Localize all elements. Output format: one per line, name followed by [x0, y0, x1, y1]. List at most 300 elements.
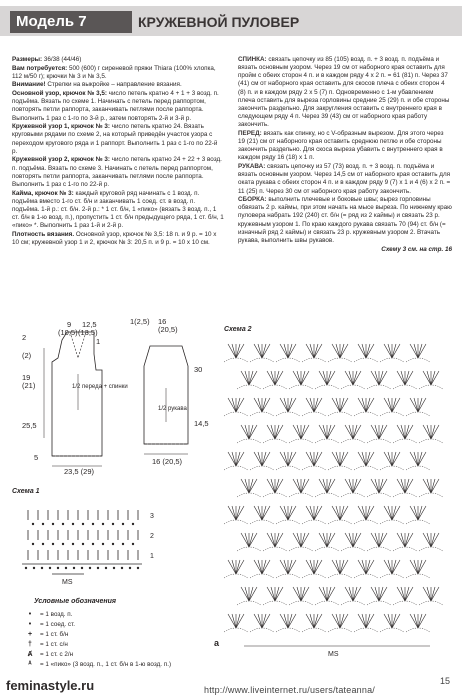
stitch-mark [310, 398, 314, 412]
stitch-mark [310, 344, 314, 358]
chain-arc [276, 628, 300, 632]
stitch-mark [284, 506, 288, 520]
stitch-mark [262, 506, 266, 520]
stitch-mark [418, 452, 422, 466]
stitch-mark [314, 452, 318, 466]
chain-arc [315, 547, 339, 551]
scheme2-corner-label: a [214, 638, 220, 648]
stitch-mark [262, 452, 270, 466]
stitch-mark [293, 587, 301, 601]
chain-arc [315, 601, 339, 605]
stitch-mark [280, 452, 288, 466]
stitch-mark [410, 452, 418, 466]
stitch-mark [241, 425, 249, 439]
stitch-mark [345, 479, 353, 493]
stitch-mark [262, 452, 266, 466]
dim-shoulder-slope: 2 [22, 333, 27, 342]
stitch-mark [249, 587, 253, 601]
chain-arc [354, 358, 378, 362]
stitch-mark [392, 614, 396, 628]
chain-arc [406, 628, 430, 632]
stitch-mark [379, 371, 383, 385]
stitch-mark [327, 587, 331, 601]
stitch-mark [362, 506, 366, 520]
stitch-mark [340, 614, 348, 628]
chain-arc [328, 520, 352, 524]
stitch-mark [249, 371, 253, 385]
stitch-mark [336, 344, 340, 358]
stitch-mark [288, 398, 296, 412]
stitch-mark [258, 344, 262, 358]
assembly-paragraph: СБОРКА: выполнить плечевые и боковые швы; вырез горловины обвязать 2 р. каймы, при этом начать на мысе выреза. По нижнему краю пуловера набрать 192 (240) ст. б/н (= ряд из 2 каймы) и связать 23 р. кружевным узором 1. По краю каждого рукава связать 70 (94) ст. б/н (= изначный ряд 2 каймы) и связать 23 р. кружевным узором 2. Втачать рукава, выполнить швы рукавов. [238, 196, 452, 244]
stitch-mark [236, 614, 240, 628]
stitch-mark [418, 398, 422, 412]
chain-arc [328, 466, 352, 470]
chain-arc [406, 466, 430, 470]
stitch-mark [418, 506, 422, 520]
stitch-mark [392, 614, 400, 628]
stitch-mark [236, 614, 244, 628]
dim-bottom-width: 23,5 (29) [64, 467, 95, 476]
stitch-mark [379, 533, 383, 547]
stitch-mark [275, 425, 283, 439]
stitch-mark [245, 587, 249, 601]
stitch-mark [236, 344, 240, 358]
stitch-mark [301, 371, 305, 385]
legend-item: † = 1 ст. с/н [14, 640, 224, 650]
stitch-mark [262, 398, 266, 412]
legend-item: ᴬ = 1 «пико» (3 возд. п., 1 ст. б/н в 1-ю возд. п.) [14, 660, 224, 670]
chain-arc [419, 493, 443, 497]
stitch-mark [245, 533, 249, 547]
stitch-mark [301, 587, 305, 601]
chain-arc [250, 574, 274, 578]
stitch-mark [301, 533, 309, 547]
stitch-mark [306, 614, 314, 628]
chain-arc [354, 574, 378, 578]
chain-arc [276, 574, 300, 578]
stitch-mark [327, 479, 335, 493]
chain-arc [250, 628, 274, 632]
stitch-mark [379, 587, 383, 601]
stitch-mark [362, 560, 366, 574]
chain-arc [276, 466, 300, 470]
stitch-mark [362, 398, 366, 412]
stitch-mark [280, 506, 288, 520]
stitch-mark [405, 533, 413, 547]
chain-arc [315, 493, 339, 497]
stitch-mark [349, 479, 353, 493]
stitch-mark [431, 479, 439, 493]
stitch-mark [427, 479, 431, 493]
stitch-mark [288, 452, 296, 466]
stitch-mark [362, 452, 366, 466]
stitch-mark [301, 479, 305, 493]
chain-arc [354, 628, 378, 632]
scheme2-lace-pattern [224, 344, 443, 632]
stitch-mark [275, 587, 279, 601]
stitch-mark [353, 371, 361, 385]
stitch-mark [384, 398, 392, 412]
stitch-mark [314, 506, 322, 520]
stitch-mark [275, 371, 279, 385]
chain-arc [224, 628, 248, 632]
chain-arc [289, 547, 313, 551]
stitch-mark [345, 533, 353, 547]
sleeves-paragraph: РУКАВА: связать цепочку из 57 (73) возд. п. + 3 возд. п. подъёма и вязать основным узором. Через 14,5 см от наборного края оставить для оката рукава с обеих сторон 4 п. и в каждом ряду 9 (7) х 1 и 4 (6) х 2 п. = 11 (25) п. Через 30 см от наборного края работу закончить. [238, 163, 451, 195]
stitch-mark [327, 371, 335, 385]
stitch-mark [314, 506, 318, 520]
stitch-mark [323, 479, 327, 493]
front-paragraph: ПЕРЕД: вязать как спинку, но с V-образным вырезом. Для этого через 19 (21) см от наборного края оставить среднюю петлю и обе стороны закончить раздельно. Для скоса выреза убавить с внутреннего края в каждом ряду 16 (18) х 1 п. [238, 129, 444, 162]
stitch-mark [332, 614, 340, 628]
stitch-mark [405, 587, 409, 601]
stitch-mark [353, 425, 357, 439]
stitch-mark [241, 533, 249, 547]
stitch-mark [228, 398, 236, 412]
stitch-mark [262, 506, 270, 520]
stitch-mark [297, 371, 301, 385]
stitch-mark [375, 479, 379, 493]
stitch-mark [349, 533, 353, 547]
stitch-mark [375, 533, 379, 547]
stitch-mark [301, 371, 309, 385]
stitch-mark [423, 371, 431, 385]
stitch-mark [258, 560, 262, 574]
chain-arc [393, 439, 417, 443]
stitch-mark [431, 425, 435, 439]
stitch-mark [232, 560, 236, 574]
stitch-mark [254, 344, 262, 358]
stitch-mark [262, 560, 266, 574]
stitch-mark [401, 533, 405, 547]
stitch-mark [258, 452, 262, 466]
stitch-mark [366, 560, 374, 574]
stitch-mark [358, 560, 366, 574]
stitch-mark [392, 452, 400, 466]
stitch-mark [249, 425, 257, 439]
chain-arc [224, 574, 248, 578]
chain-arc [250, 466, 274, 470]
chain-arc [263, 493, 287, 497]
stitch-mark [314, 398, 322, 412]
chain-arc [237, 547, 261, 551]
stitch-mark [297, 479, 301, 493]
stitch-mark [306, 506, 314, 520]
stitch-mark [353, 479, 361, 493]
stitch-mark [254, 452, 262, 466]
stitch-mark [405, 371, 413, 385]
stitch-mark [284, 614, 288, 628]
dim-armhole-alt: (21) [22, 381, 36, 390]
stitch-mark [349, 587, 353, 601]
stitch-mark [366, 398, 374, 412]
stitch-mark [327, 533, 335, 547]
stitch-mark [284, 452, 288, 466]
stitch-mark [340, 452, 344, 466]
scheme1-row-2: 2 [150, 533, 154, 540]
chain-arc [419, 601, 443, 605]
stitch-mark [358, 344, 366, 358]
stitch-mark [375, 371, 379, 385]
stitch-mark [375, 587, 379, 601]
dim-hem: 5 [34, 453, 39, 462]
stitch-mark [362, 344, 366, 358]
stitch-mark [340, 398, 344, 412]
stitch-mark [405, 425, 413, 439]
stitch-mark [414, 344, 418, 358]
stitch-mark [392, 560, 396, 574]
stitch-mark [366, 344, 370, 358]
stitch-mark [232, 614, 236, 628]
stitch-mark [336, 614, 340, 628]
stitch-mark [388, 344, 392, 358]
stitch-mark [262, 614, 266, 628]
stitch-mark [241, 371, 249, 385]
stitch-mark [405, 587, 413, 601]
stitch-mark [258, 506, 262, 520]
stitch-mark [397, 587, 405, 601]
stitch-mark [336, 506, 340, 520]
chain-arc [406, 574, 430, 578]
stitch-mark [340, 398, 348, 412]
stitch-mark [306, 344, 314, 358]
stitch-mark [267, 371, 275, 385]
picot-icon: ᴬ [28, 661, 32, 668]
stitch-mark [314, 614, 318, 628]
chain-arc [354, 466, 378, 470]
stitch-mark [236, 506, 240, 520]
stitch-mark [228, 614, 236, 628]
chain-arc [341, 493, 365, 497]
chain-arc [380, 628, 404, 632]
stitch-mark [323, 533, 327, 547]
stitch-mark [384, 506, 392, 520]
stitch-mark [314, 560, 322, 574]
chain-arc [276, 520, 300, 524]
stitch-mark [258, 398, 262, 412]
stitch-mark [228, 452, 236, 466]
stitch-mark [366, 560, 370, 574]
stitch-mark [379, 425, 383, 439]
stitch-mark [319, 533, 327, 547]
scheme2-chart [214, 334, 450, 664]
stitch-mark [293, 533, 301, 547]
stitch-mark [414, 398, 418, 412]
chain-arc [224, 412, 248, 416]
stitch-mark [306, 560, 314, 574]
stitch-mark [228, 506, 236, 520]
stitch-mark [232, 452, 236, 466]
dim-sleeve-top: 1(2,5) [130, 317, 150, 326]
stitch-mark [267, 533, 275, 547]
stitch-mark [414, 452, 418, 466]
stitch-mark [414, 560, 418, 574]
stitch-mark [267, 425, 275, 439]
stitch-mark [280, 344, 288, 358]
site-logo[interactable]: feminastyle.ru [6, 678, 95, 693]
stitch-mark [384, 452, 392, 466]
stitch-mark [288, 344, 296, 358]
chain-arc [341, 439, 365, 443]
double-crochet-icon: † [28, 641, 32, 648]
stitch-mark [327, 587, 335, 601]
chain-arc [393, 385, 417, 389]
stitch-mark [236, 398, 244, 412]
stitch-mark [340, 614, 344, 628]
chain-arc [380, 358, 404, 362]
stitch-mark [336, 452, 340, 466]
stitch-mark [418, 344, 426, 358]
chain-arc [302, 628, 326, 632]
chain-arc [237, 385, 261, 389]
chain-arc [315, 439, 339, 443]
stitch-mark [392, 560, 400, 574]
instructions-left-column [12, 56, 224, 248]
chain-arc [419, 547, 443, 551]
stitch-mark [232, 506, 236, 520]
stitch-mark [340, 344, 344, 358]
chain-arc [393, 547, 417, 551]
stitch-mark [379, 425, 387, 439]
sizes-paragraph: Размеры: 36/38 (44/46) [12, 56, 82, 63]
main-pattern-paragraph: Основной узор, крючок № 3,5: число петель кратно 4 + 1 + 3 возд. п. подъёма. Вязать по схеме 1. Начинать с петель перед раппортом, повторять петли раппорта, заканчивать петлями после раппорта. Выполнить 1 раз с 1-го по 3-й р., затем повторять 2-й и 3-й р. [12, 90, 219, 122]
stitch-mark [249, 533, 257, 547]
stitch-mark [353, 587, 357, 601]
stitch-mark [332, 560, 340, 574]
stitch-mark [306, 398, 314, 412]
stitch-mark [340, 506, 344, 520]
page-title: КРУЖЕВНОЙ ПУЛОВЕР [138, 14, 300, 30]
chain-arc [237, 601, 261, 605]
stitch-mark [275, 479, 279, 493]
stitch-mark [249, 479, 253, 493]
dim-neck-width: 12,5 [82, 320, 97, 329]
stitch-mark [262, 614, 270, 628]
legend-title: Условные обозначения [34, 598, 117, 605]
stitch-mark [431, 371, 439, 385]
stitch-mark [301, 425, 305, 439]
chain-arc [328, 412, 352, 416]
stitch-mark [332, 506, 340, 520]
stitch-mark [392, 344, 396, 358]
stitch-mark [397, 479, 405, 493]
stitch-mark [384, 560, 392, 574]
stitch-mark [431, 371, 435, 385]
stitch-mark [384, 344, 392, 358]
stitch-mark [327, 425, 331, 439]
stitch-mark [288, 506, 296, 520]
stitch-mark [254, 560, 262, 574]
stitch-mark [379, 479, 387, 493]
stitch-mark [384, 614, 392, 628]
dim-sleeve-cap: 16 [158, 317, 167, 326]
stitch-mark [392, 452, 396, 466]
stitch-mark [392, 506, 400, 520]
stitch-mark [254, 398, 262, 412]
chain-arc [289, 385, 313, 389]
stitch-mark [271, 479, 275, 493]
source-url[interactable]: http://www.liveinternet.ru/users/tateanna/ [204, 685, 375, 695]
stitch-mark [288, 560, 292, 574]
chain-arc [341, 385, 365, 389]
stitch-mark [319, 479, 327, 493]
stitch-mark [297, 533, 301, 547]
stitch-mark [340, 344, 348, 358]
chain-arc [328, 574, 352, 578]
stitch-mark [297, 587, 301, 601]
stitch-mark [236, 398, 240, 412]
stitch-mark [345, 587, 353, 601]
density-paragraph: Плотность вязания. Основной узор, крючок № 3,5: 18 п. и 9 р. = 10 х 10 см; кружевной узор 1 и 2, крючок № 3: 20,5 п. и 9 р. = 10 х 10 см. [12, 230, 217, 246]
stitch-mark [392, 506, 396, 520]
dim-neck-width-alt: (13,5) [78, 328, 98, 337]
stitch-mark [397, 533, 405, 547]
page-number: 15 [440, 676, 451, 686]
chain-arc [263, 601, 287, 605]
stitch-mark [301, 425, 309, 439]
stitch-mark [275, 587, 283, 601]
stitch-mark [284, 560, 288, 574]
stitch-mark [280, 560, 288, 574]
stitch-mark [410, 560, 418, 574]
scheme1-repeat-label: MS [62, 579, 73, 586]
chain-arc [224, 358, 248, 362]
stitch-mark [319, 425, 327, 439]
chain-arc [380, 466, 404, 470]
chain-arc [237, 439, 261, 443]
stitch-mark [358, 614, 366, 628]
scheme3-reference[interactable]: Схему 3 см. на стр. 16 [381, 245, 452, 253]
stitch-mark [401, 425, 405, 439]
chain-arc [224, 520, 248, 524]
stitch-mark [262, 560, 270, 574]
chain-arc [367, 547, 391, 551]
scheme1-chart [22, 498, 172, 588]
chain-arc [380, 574, 404, 578]
back-paragraph: СПИНКА: связать цепочку из 85 (105) возд. п. + 3 возд. п. подъёма и вязать основным узором. Через 19 см от наборного края оставить для пройм с обеих сторон 4 п. и в каждом ряду 4 х 2 п. = 61 (81) п. Через 37 (41) см от наборного края оставить для скосов плеча с обеих сторон 4 (8) п. и в каждом ряду 2 х 5 (7) п. Одновременно с 1-м убавлением плеча оставить для выреза горловины средние 25 (29) п. и обе стороны закончить раздельно. Для закругления оставить с внутреннего края в следующем ряду 4 п. Через 39 (43) см от наборного края работу закончить. [238, 56, 450, 129]
stitch-mark [427, 587, 431, 601]
stitch-mark [349, 425, 353, 439]
stitch-mark [405, 479, 409, 493]
stitch-mark [414, 614, 418, 628]
stitch-mark [358, 452, 366, 466]
stitch-mark [314, 452, 322, 466]
stitch-mark [319, 587, 327, 601]
stitch-mark [340, 506, 348, 520]
chain-arc [276, 358, 300, 362]
stitch-mark [431, 587, 435, 601]
dim-armhole: 19 [22, 373, 31, 382]
stitch-mark [288, 614, 292, 628]
stitch-mark [323, 587, 327, 601]
stitch-mark [284, 344, 288, 358]
chain-arc [289, 601, 313, 605]
stitch-mark [275, 479, 283, 493]
stitch-mark [414, 506, 418, 520]
stitch-mark [301, 533, 305, 547]
stitch-mark [323, 371, 327, 385]
sleeve-piece-label: 1/2 рукава [158, 406, 187, 412]
stitch-mark [405, 533, 409, 547]
stitch-mark [418, 398, 426, 412]
stitch-mark [353, 533, 357, 547]
dim-sleeve-bottom: 16 (20,5) [152, 457, 183, 466]
stitch-mark [431, 479, 435, 493]
stitch-mark [249, 371, 257, 385]
stitch-mark [288, 560, 296, 574]
stitch-mark [366, 452, 370, 466]
